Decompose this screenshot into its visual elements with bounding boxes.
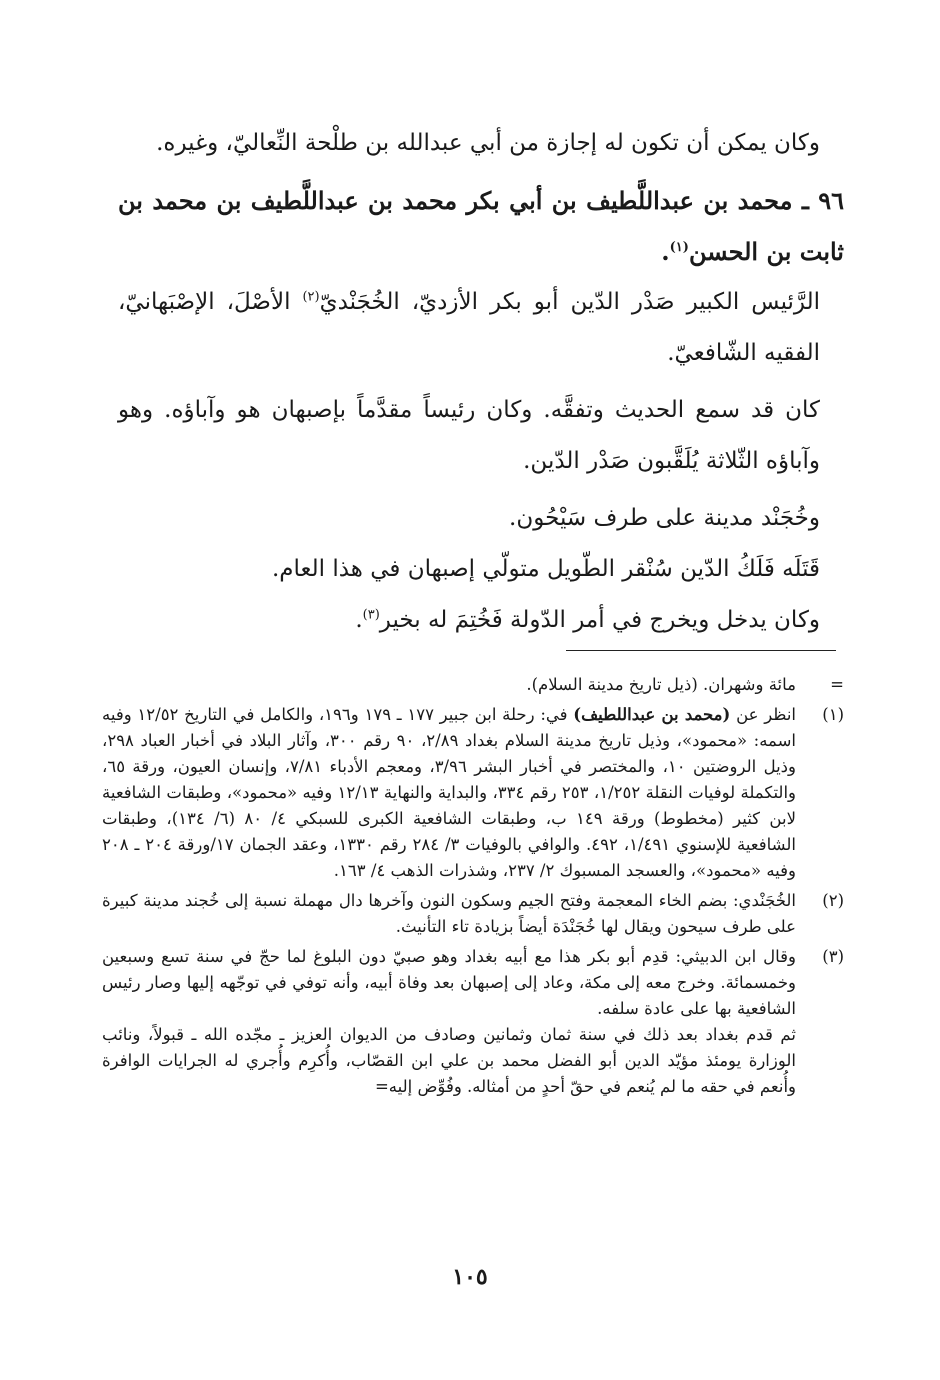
footnote-ref-2[interactable]: (٢) xyxy=(302,289,320,305)
paragraph-state-affairs: وكان يدخل ويخرج في أمر الدّولة فَخُتِمَ له بخير$^{(٣)}$. xyxy=(355,607,820,633)
footnote-text: انظر عن (محمد بن عبداللطيف) في: رحلة ابن جبير ١٧٧ ـ ١٧٩ و١٩٦، والكامل في التاريخ ١٢/٥٢ وفيه اسمه: «محمود»، وذيل تاريخ مدينة السلام بغداد ٢/٨٩، ٩٠ رقم ٣٠٠، وآثار البلاد في أخبار العباد ٢٩٨، وذيل الروضتين ١٠، والمختصر في أخبار البشر ٣/٩٦، ومعجم الأدباء ٧/٨١، وإنسان العيون، ورقة ٦٥، والتكملة لوفيات النقلة ١/٢٥٢، ٢٥٣ رقم ٣٣٤، والبداية والنهاية ١٢/١٣ وفيه «محمود»، وطبقات الشافعية لابن كثير (مخطوط) ورقة ١٤٩ ب، وطبقات الشافعية الكبرى للسبكي ٤/ ٨٠ (٦/ ١٣٤)، وطبقات الشافعية للإسنوي ١/٤٩١، ٤٩٢. والوافي بالوفيات ٣/ ٢٨٤ رقم ١٣٣٠، وعقد الجمان ١٧/ورقة ٢٠٤ ـ ٢٠٨ وفيه «محمود»، والعسجد المسبوك ٢/ ٢٣٧، وشذرات الذهب ٤/ ١٦٣. xyxy=(102,705,797,880)
footnote-number: (١) xyxy=(822,705,844,724)
footnote-continuation xyxy=(102,672,844,698)
footnote-text: وقال ابن الدبيثي: قدِم أبو بكر هذا مع أبيه بغداد وهو صبيّ دون البلوغ لما حجّ في سنة تسع وسبعين وخمسمائة. وخرج معه إلى مكة، وعاد إلى إصبهان بعد وفاة أبيه، وأنه توفي في توجّهه إليها وصار رئيس الشافعية بها على عادة سلفه. ثم قدم بغداد بعد ذلك في سنة ثمان وثمانين وصادف من الديوان العزيز ـ مجّده الله ـ قبولاً، ونائب الوزارة يومئذ مؤيّد الدين أبو الفضل محمد بن علي ابن القصّاب، وأُكرِم وأُجري له الجرايات الوافرة وأُنعم في حقه ما لم يُنعم في حقّ أحدٍ من أمثاله. وفُوِّض إليه= xyxy=(102,947,796,1096)
footnote-text: مائة وشهران. (ذيل تاريخ مدينة السلام). xyxy=(526,675,796,694)
footnote-1 xyxy=(102,702,844,884)
paragraph-killed: قَتَلَه فَلَكُ الدّين سُنْقر الطّويل متولّي إصبهان في هذا العام. xyxy=(271,556,820,582)
footnote-3 xyxy=(102,944,844,1100)
footnote-number: = xyxy=(830,675,844,694)
main-text xyxy=(118,118,844,646)
footnotes xyxy=(102,672,844,1104)
footnote-ref-1[interactable]: (١) xyxy=(669,240,689,255)
footnote-number: (٢) xyxy=(822,891,844,910)
entry-heading: ٩٦ ـ محمد بن عبداللَّطيف بن أبي بكر محمد بن عبداللَّطيف بن محمد بن ثابت بن الحسن$^{(١)}$. xyxy=(118,186,844,266)
footnote-text: الخُجَنْدي: بضم الخاء المعجمة وفتح الجيم وسكون النون وآخرها دال مهملة نسبة إلى خُجند مدينة كبيرة على طرف سيحون ويقال لها خُجَنْدَة أيضاً بزيادة تاء التأنيث. xyxy=(102,891,796,936)
paragraph-ijaza: وكان يمكن أن تكون له إجازة من أبي عبدالله بن طلْحة النِّعاليّ، وغيره. xyxy=(156,130,820,156)
paragraph-biography: كان قد سمع الحديث وتفقَّه. وكان رئيساً مقدَّماً بإصبهان هو وآباؤه. وهو وآباؤه الثّلاثة يُلَقَّبون صَدْر الدّين. xyxy=(118,397,820,474)
footnote-ref-3[interactable]: (٣) xyxy=(362,607,380,623)
entry-title: ٩٦ ـ محمد بن عبداللَّطيف بن أبي بكر محمد بن عبداللَّطيف بن محمد بن ثابت بن الحسن xyxy=(118,186,844,266)
page-number: ١٠٥ xyxy=(452,1264,488,1290)
footnote-separator xyxy=(566,650,836,651)
footnote-2 xyxy=(102,888,844,940)
footnote-number: (٣) xyxy=(822,947,844,966)
footnote-subject: (محمد بن عبداللطيف) xyxy=(573,705,731,724)
paragraph-titles: الرَّئيس الكبير صَدْر الدّين أبو بكر الأزديّ، الخُجَنْديّ$^{(٢)}$ الأصْلَ، الإصْبَهانيّ، الفقيه الشّافعيّ. xyxy=(118,289,820,366)
paragraph-khujand: وخُجَنْد مدينة على طرف سَيْحُون. xyxy=(509,505,820,531)
